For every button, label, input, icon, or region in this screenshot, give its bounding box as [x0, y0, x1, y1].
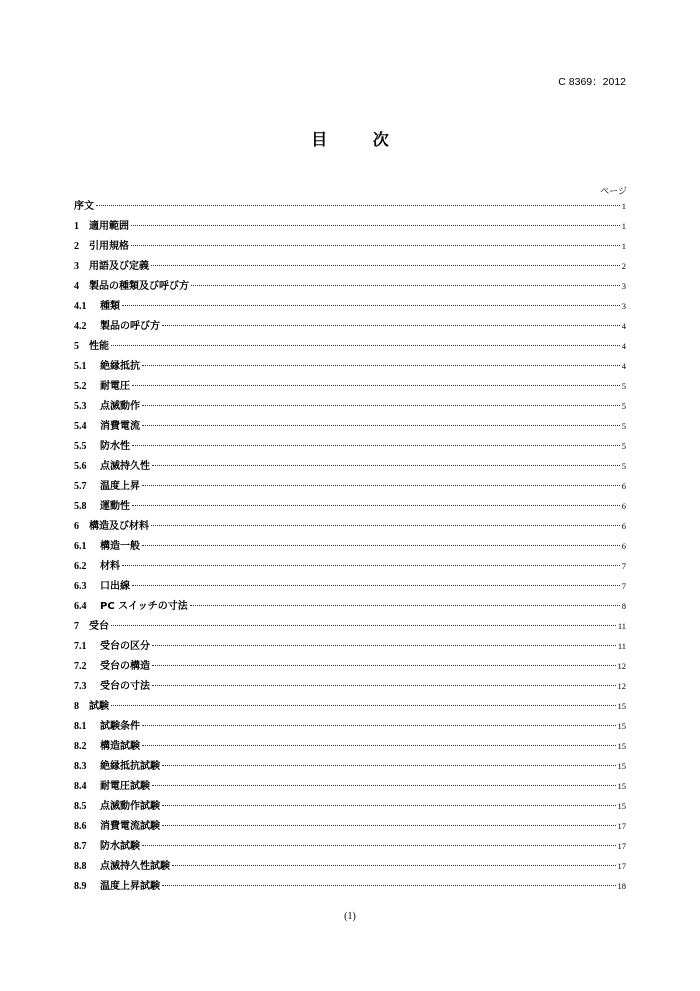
- dot-leader: [142, 485, 620, 486]
- dot-leader: [111, 625, 616, 626]
- toc-entry-page: 8: [621, 601, 626, 611]
- dot-leader: [152, 465, 620, 466]
- toc-entry-number: 7: [74, 621, 79, 632]
- toc-entry-number: 8.4: [74, 781, 87, 792]
- toc-entry[interactable]: [74, 416, 626, 436]
- toc-entry[interactable]: [74, 816, 626, 836]
- toc-entry[interactable]: [74, 256, 626, 276]
- dot-leader: [142, 845, 616, 846]
- dot-leader: [132, 585, 620, 586]
- toc-entry-title: 製品の種類及び呼び方: [89, 281, 189, 292]
- toc-entry-number: 4: [74, 281, 79, 292]
- toc-entry-page: 5: [621, 461, 626, 471]
- toc-entry[interactable]: [74, 756, 626, 776]
- dot-leader: [131, 245, 620, 246]
- document-code: C 8369：2012: [558, 76, 626, 88]
- toc-entry[interactable]: [74, 336, 626, 356]
- toc-entry[interactable]: [74, 736, 626, 756]
- toc-entry-page: 3: [621, 301, 626, 311]
- toc-entry-page: 17: [617, 821, 626, 831]
- toc-entry-page: 17: [617, 841, 626, 851]
- dot-leader: [142, 725, 616, 726]
- dot-leader: [151, 265, 620, 266]
- toc-entry-number: 8.5: [74, 801, 87, 812]
- toc-entry-title: 運動性: [100, 501, 130, 512]
- toc-entry[interactable]: [74, 576, 626, 596]
- page-number: (1): [344, 911, 356, 922]
- toc-entry[interactable]: [74, 836, 626, 856]
- dot-leader: [162, 325, 620, 326]
- toc-entry-number: 6: [74, 521, 79, 532]
- toc-entry-page: 15: [617, 721, 626, 731]
- toc-entry[interactable]: [74, 616, 626, 636]
- toc-entry[interactable]: [74, 476, 626, 496]
- toc-entry-number: 5.3: [74, 401, 87, 412]
- dot-leader: [151, 525, 620, 526]
- toc-entry-title: 点滅動作: [100, 401, 140, 412]
- toc-entry-number: 1: [74, 221, 79, 232]
- toc-entry-page: 15: [617, 761, 626, 771]
- toc-entry-page: 5: [621, 381, 626, 391]
- toc-entry-page: 15: [617, 781, 626, 791]
- toc-entry-page: 4: [621, 321, 626, 331]
- toc-entry-page: 3: [621, 281, 626, 291]
- toc-entry-number: 4.2: [74, 321, 87, 332]
- toc-entry-page: 4: [621, 361, 626, 371]
- toc-entry-title: 序文: [74, 201, 94, 212]
- toc-entry-page: 11: [617, 621, 626, 631]
- page-title: 目 次: [311, 130, 409, 149]
- toc-entry-page: 15: [617, 741, 626, 751]
- toc-entry-title: 構造一般: [100, 541, 140, 552]
- toc-entry-number: 5.1: [74, 361, 87, 372]
- toc-entry-page: 6: [621, 541, 626, 551]
- toc-entry-title: 点滅持久性: [100, 461, 150, 472]
- toc-entry[interactable]: [74, 396, 626, 416]
- toc-entry-page: 6: [621, 501, 626, 511]
- toc-entry-page: 12: [617, 681, 626, 691]
- dot-leader: [191, 285, 620, 286]
- dot-leader: [111, 345, 620, 346]
- toc-entry-number: 3: [74, 261, 79, 272]
- toc-entry[interactable]: [74, 196, 626, 216]
- toc-entry-title: 性能: [89, 341, 109, 352]
- toc-entry-title: 絶縁抵抗試験: [100, 761, 160, 772]
- toc-entry-page: 2: [621, 261, 626, 271]
- toc-entry-title: 耐電圧試験: [100, 781, 150, 792]
- toc-entry-title: 消費電流試験: [100, 821, 160, 832]
- toc-entry[interactable]: [74, 656, 626, 676]
- dot-leader: [96, 205, 620, 206]
- toc-entry-title: 防水試験: [100, 841, 140, 852]
- toc-entry[interactable]: [74, 316, 626, 336]
- toc-entry-page: 6: [621, 521, 626, 531]
- toc-entry-page: 5: [621, 401, 626, 411]
- dot-leader: [162, 805, 616, 806]
- toc-entry-number: 8.3: [74, 761, 87, 772]
- table-of-contents: [74, 196, 626, 896]
- toc-entry-page: 18: [617, 881, 626, 891]
- toc-entry-number: 5: [74, 341, 79, 352]
- toc-entry-number: 6.1: [74, 541, 87, 552]
- toc-entry-number: 7.1: [74, 641, 87, 652]
- dot-leader: [162, 825, 616, 826]
- dot-leader: [132, 505, 620, 506]
- toc-entry-title: PC スイッチの寸法: [100, 601, 188, 612]
- dot-leader: [152, 645, 616, 646]
- toc-entry-number: 5.6: [74, 461, 87, 472]
- dot-leader: [122, 305, 620, 306]
- toc-entry-page: 11: [617, 641, 626, 651]
- toc-entry-number: 7.3: [74, 681, 87, 692]
- dot-leader: [152, 785, 616, 786]
- dot-leader: [132, 445, 620, 446]
- toc-entry-page: 15: [617, 701, 626, 711]
- toc-entry-number: 6.2: [74, 561, 87, 572]
- toc-entry-page: 5: [621, 421, 626, 431]
- toc-entry[interactable]: [74, 876, 626, 896]
- toc-entry-page: 1: [621, 241, 626, 251]
- toc-entry[interactable]: [74, 296, 626, 316]
- toc-entry-number: 6.4: [74, 601, 87, 612]
- toc-entry-title: 試験条件: [100, 721, 140, 732]
- toc-entry-title: 絶縁抵抗: [100, 361, 140, 372]
- toc-entry[interactable]: [74, 796, 626, 816]
- toc-entry[interactable]: [74, 636, 626, 656]
- toc-entry-page: 1: [621, 221, 626, 231]
- toc-entry-number: 8: [74, 701, 79, 712]
- toc-entry-number: 5.7: [74, 481, 87, 492]
- dot-leader: [142, 405, 620, 406]
- toc-entry-title: 耐電圧: [100, 381, 130, 392]
- dot-leader: [142, 545, 620, 546]
- toc-entry[interactable]: [74, 376, 626, 396]
- toc-entry[interactable]: [74, 856, 626, 876]
- dot-leader: [131, 225, 620, 226]
- dot-leader: [152, 665, 616, 666]
- toc-entry-title: 受台: [89, 621, 109, 632]
- toc-entry[interactable]: [74, 356, 626, 376]
- toc-entry[interactable]: [74, 436, 626, 456]
- toc-entry[interactable]: [74, 516, 626, 536]
- toc-entry-title: 点滅持久性試験: [100, 861, 170, 872]
- dot-leader: [162, 765, 616, 766]
- dot-leader: [190, 605, 620, 606]
- toc-entry-title: 製品の呼び方: [100, 321, 160, 332]
- toc-entry-title: 材料: [100, 561, 120, 572]
- toc-entry-page: 7: [621, 561, 626, 571]
- toc-entry-number: 8.9: [74, 881, 87, 892]
- toc-entry-page: 12: [617, 661, 626, 671]
- toc-entry-page: 7: [621, 581, 626, 591]
- toc-entry-number: 8.6: [74, 821, 87, 832]
- toc-entry-title: 受台の構造: [100, 661, 150, 672]
- dot-leader: [142, 425, 620, 426]
- toc-entry-number: 7.2: [74, 661, 87, 672]
- dot-leader: [162, 885, 616, 886]
- toc-entry-number: 5.2: [74, 381, 87, 392]
- toc-entry[interactable]: [74, 496, 626, 516]
- dot-leader: [142, 745, 616, 746]
- dot-leader: [142, 365, 620, 366]
- toc-entry[interactable]: [74, 556, 626, 576]
- toc-entry[interactable]: [74, 696, 626, 716]
- toc-entry-page: 6: [621, 481, 626, 491]
- toc-entry[interactable]: [74, 276, 626, 296]
- toc-entry-number: 2: [74, 241, 79, 252]
- toc-entry-title: 構造及び材料: [89, 521, 149, 532]
- dot-leader: [172, 865, 616, 866]
- toc-entry-page: 5: [621, 441, 626, 451]
- toc-entry-title: 点滅動作試験: [100, 801, 160, 812]
- toc-entry-title: 受台の区分: [100, 641, 150, 652]
- toc-entry-title: 温度上昇試験: [100, 881, 160, 892]
- toc-entry-title: 適用範囲: [89, 221, 129, 232]
- toc-entry-number: 5.8: [74, 501, 87, 512]
- toc-entry[interactable]: [74, 536, 626, 556]
- toc-entry-title: 防水性: [100, 441, 130, 452]
- toc-entry-title: 消費電流: [100, 421, 140, 432]
- page-column-label: ページ: [600, 187, 627, 197]
- toc-entry[interactable]: [74, 596, 626, 616]
- toc-entry-title: 種類: [100, 301, 120, 312]
- toc-entry-number: 8.2: [74, 741, 87, 752]
- toc-entry[interactable]: [74, 676, 626, 696]
- toc-entry[interactable]: [74, 216, 626, 236]
- toc-entry-title: 温度上昇: [100, 481, 140, 492]
- toc-entry-number: 8.1: [74, 721, 87, 732]
- toc-entry-number: 4.1: [74, 301, 87, 312]
- toc-entry-title: 構造試験: [100, 741, 140, 752]
- toc-entry-page: 4: [621, 341, 626, 351]
- toc-entry-title: 受台の寸法: [100, 681, 150, 692]
- toc-entry-title: 試験: [89, 701, 109, 712]
- dot-leader: [111, 705, 616, 706]
- toc-entry-number: 6.3: [74, 581, 87, 592]
- toc-entry-number: 8.8: [74, 861, 87, 872]
- toc-entry-page: 17: [617, 861, 626, 871]
- toc-entry[interactable]: [74, 456, 626, 476]
- toc-entry-number: 5.5: [74, 441, 87, 452]
- toc-entry-title: 口出線: [100, 581, 130, 592]
- dot-leader: [132, 385, 620, 386]
- dot-leader: [152, 685, 616, 686]
- toc-entry[interactable]: [74, 716, 626, 736]
- toc-entry[interactable]: [74, 236, 626, 256]
- toc-entry-page: 15: [617, 801, 626, 811]
- toc-entry-title: 用語及び定義: [89, 261, 149, 272]
- toc-entry-title: 引用規格: [89, 241, 129, 252]
- toc-entry-number: 5.4: [74, 421, 87, 432]
- toc-entry-page: 1: [621, 201, 626, 211]
- dot-leader: [122, 565, 620, 566]
- toc-entry-number: 8.7: [74, 841, 87, 852]
- toc-entry[interactable]: [74, 776, 626, 796]
